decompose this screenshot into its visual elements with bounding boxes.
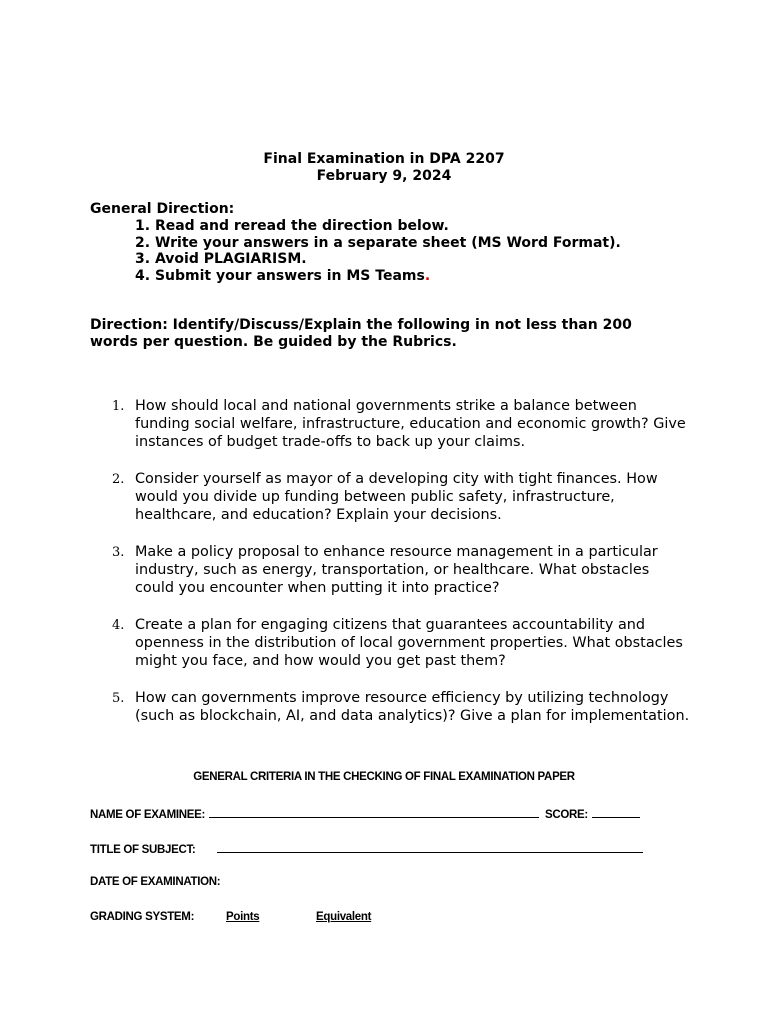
direction-step — [135, 235, 621, 252]
general-direction — [90, 201, 621, 284]
direction-step — [135, 218, 621, 235]
question-text: Create a plan for engaging citizens that guarantees accountability and openness in the distribution of local government properties. What obstacles might you face, and how would you get past them? — [135, 616, 683, 670]
grading-points-header: Points — [226, 911, 260, 923]
step-text: Avoid PLAGIARISM. — [154, 251, 307, 267]
question-text: Consider yourself as mayor of a developing city with tight finances. How would you divide up funding between public safety, infrastructure, healthcare, and education? Explain your decisions. — [135, 470, 658, 524]
step-text: Read and reread the direction below. — [154, 218, 449, 234]
direction-step — [135, 251, 621, 268]
question-item — [90, 543, 690, 598]
question-item — [90, 616, 690, 671]
question-text: How can governments improve resource efficiency by utilizing technology (such as blockchain, AI, and data analytics)? Give a plan for implementation. — [135, 689, 690, 724]
subject-row — [90, 841, 643, 856]
grading-equivalent-header: Equivalent — [316, 911, 372, 923]
question-text: How should local and national governments strike a balance between funding social welfare, infrastructure, education and economic growth? Give instances of budget trade-offs to back up your claims. — [135, 398, 686, 451]
question-item — [90, 397, 690, 452]
examinee-name-label: NAME OF EXAMINEE: — [90, 809, 206, 821]
direction-step — [135, 268, 621, 285]
question-item — [90, 689, 690, 725]
exam-date: February 9, 2024 — [316, 168, 452, 184]
exam-date-label: DATE OF EXAMINATION: — [90, 876, 221, 888]
step-number: 2. — [135, 234, 151, 251]
step-text: Submit your answers in MS Teams — [154, 267, 425, 284]
exam-date-row — [90, 876, 220, 888]
direction-paragraph: Direction: Identify/Discuss/Explain the following in not less than 200 words per question. Be guided by the Rubrics. — [90, 317, 632, 350]
question-item — [90, 470, 690, 525]
examinee-row — [90, 806, 640, 821]
examinee-name-blank[interactable] — [209, 806, 539, 818]
question-list — [90, 397, 690, 743]
question-number: 5. — [112, 690, 125, 706]
exam-title: Final Examination in DPA 2207 — [263, 151, 505, 167]
score-blank[interactable] — [592, 806, 640, 818]
step-number: 3. — [135, 251, 151, 267]
criteria-title: GENERAL CRITERIA IN THE CHECKING OF FINAL EXAMINATION PAPER — [193, 771, 575, 783]
subject-title-blank[interactable] — [217, 841, 643, 853]
general-direction-steps — [90, 218, 621, 284]
step-number: 4. — [135, 267, 151, 284]
general-direction-heading: General Direction: — [90, 201, 235, 217]
question-number: 1. — [112, 399, 125, 414]
question-number: 4. — [112, 617, 125, 633]
subject-title-label: TITLE OF SUBJECT: — [90, 844, 196, 856]
grading-system-row — [90, 911, 372, 923]
step-text: Write your answers in a separate sheet (MS Word Format). — [154, 234, 621, 251]
step-number: 1. — [135, 218, 151, 234]
question-text: Make a policy proposal to enhance resource management in a particular industry, such as energy, transportation, or healthcare. What obstacles could you encounter when putting it into practice? — [135, 543, 658, 597]
document-header — [0, 151, 768, 185]
red-period-mark: . — [424, 267, 431, 284]
score-label: SCORE: — [545, 809, 588, 821]
question-number: 2. — [112, 471, 125, 487]
question-number: 3. — [112, 544, 125, 560]
grading-system-label: GRADING SYSTEM: — [90, 911, 195, 923]
